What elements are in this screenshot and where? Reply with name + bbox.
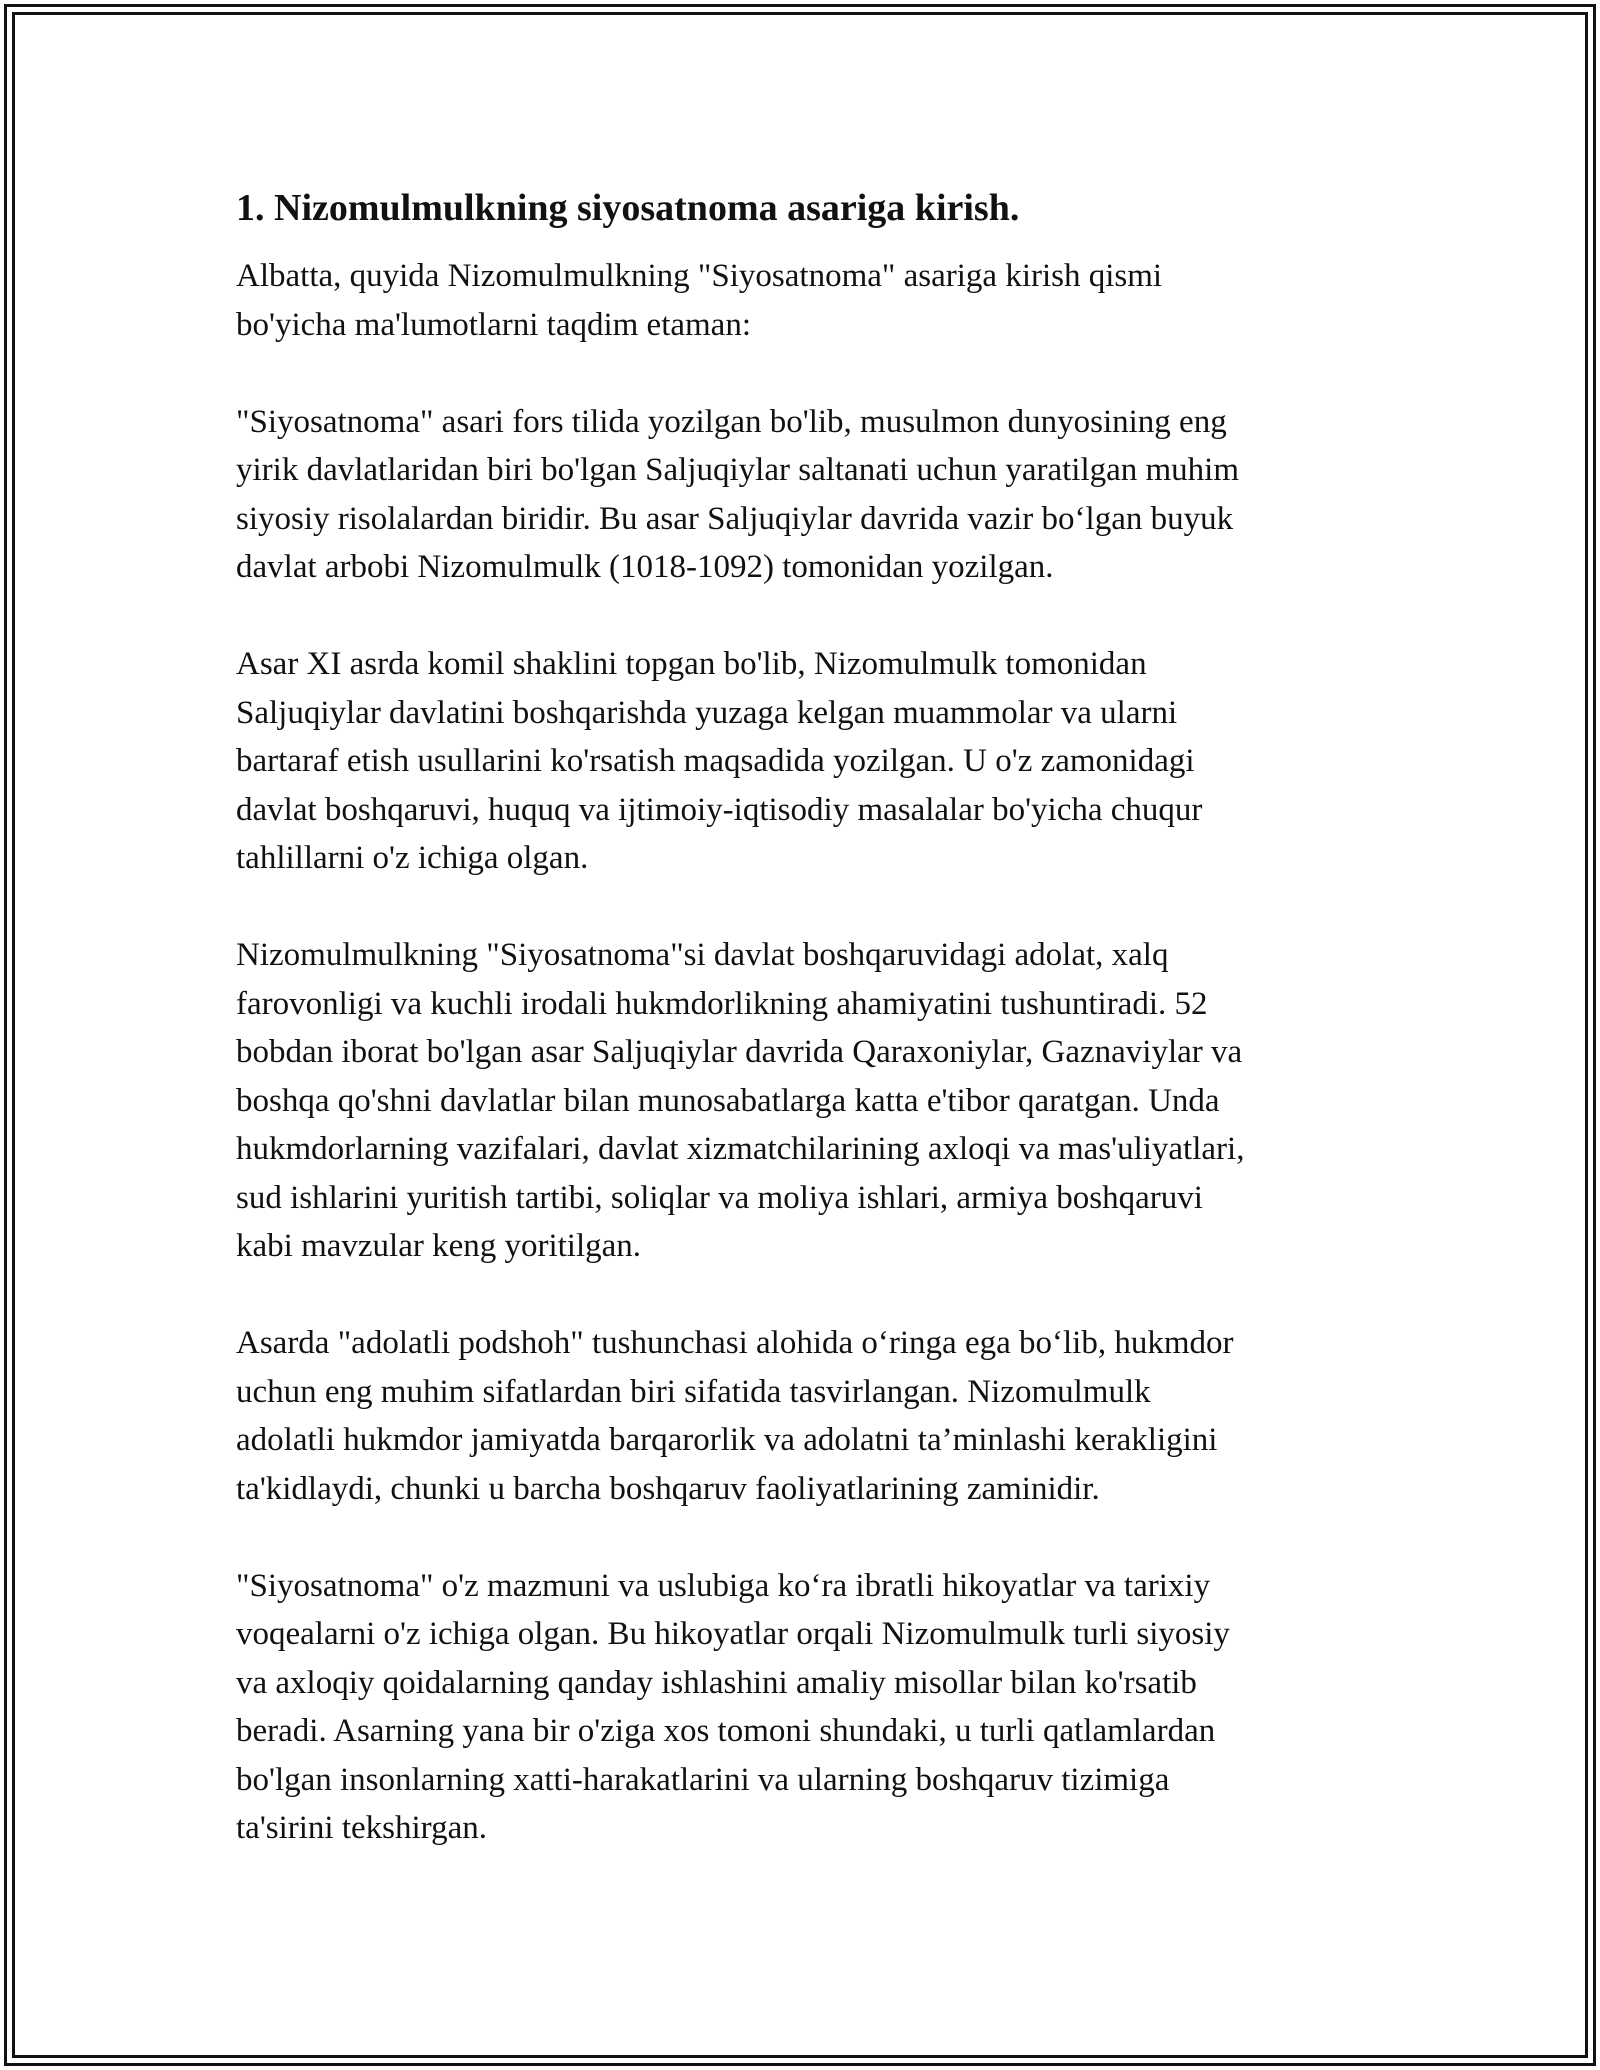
paragraph-line: uchun eng muhim sifatlardan biri sifatida tasvirlangan. Nizomulmulk [236,1373,1151,1410]
document-title: 1. Nizomulmulkning siyosatnoma asariga kirish. [236,187,1020,229]
paragraph-line: sud ishlarini yuritish tartibi, soliqlar va moliya ishlari, armiya boshqaruvi [236,1179,1203,1216]
paragraph-line: Asarda "adolatli podshoh" tushunchasi alohida o‘ringa ega bo‘lib, hukmdor [236,1325,1234,1361]
paragraph-line: bo'yicha ma'lumotlarni taqdim etaman: [236,306,751,343]
document-body [236,184,1366,1901]
paragraph-line: ta'kidlaydi, chunki u barcha boshqaruv faoliyatlarining zaminidir. [236,1470,1100,1507]
paragraph-line: Saljuqiylar davlatini boshqarishda yuzaga kelgan muammolar va ularni [236,694,1178,731]
paragraph-line: siyosiy risolalardan biridir. Bu asar Saljuqiylar davrida vazir bo‘lgan buyuk [236,500,1234,537]
paragraph-line: adolatli hukmdor jamiyatda barqarorlik va adolatni ta’minlashi kerakligini [236,1422,1218,1458]
paragraph-line: voqealarni o'z ichiga olgan. Bu hikoyatlar orqali Nizomulmulk turli siyosiy [236,1616,1230,1652]
paragraph-just-ruler [236,1319,1366,1513]
paragraph-line: va axloqiy qoidalarning qanday ishlashini amaliy misollar bilan ko'rsatib [236,1664,1197,1701]
paragraph-line: ta'sirini tekshirgan. [236,1810,487,1846]
paragraph-line: davlat arbobi Nizomulmulk (1018-1092) tomonidan yozilgan. [236,549,1054,585]
paragraph-line: "Siyosatnoma" asari fors tilida yozilgan bo'lib, musulmon dunyosining eng [236,403,1227,440]
paragraph-line: Albatta, quyida Nizomulmulkning "Siyosatnoma" asariga kirish qismi [236,258,1163,294]
paragraph-line: kabi mavzular keng yoritilgan. [236,1228,642,1264]
paragraph-line: boshqa qo'shni davlatlar bilan munosabatlarga katta e'tibor qaratgan. Unda [236,1082,1220,1119]
paragraph-intro [236,252,1366,349]
paragraph-purpose [236,640,1366,883]
paragraph-content [236,931,1366,1271]
paragraph-origin [236,398,1366,592]
paragraph-line: farovonligi va kuchli irodali hukmdorlikning ahamiyatini tushuntiradi. 52 [236,985,1208,1022]
paragraph-line: tahlillarni o'z ichiga olgan. [236,840,589,876]
paragraph-line: bartaraf etish usullarini ko'rsatish maqsadida yozilgan. U o'z zamonidagi [236,743,1195,779]
paragraph-line: bo'lgan insonlarning xatti-harakatlarini va ularning boshqaruv tizimiga [236,1761,1170,1798]
paragraph-line: davlat boshqaruvi, huquq va ijtimoiy-iqtisodiy masalalar bo'yicha chuqur [236,791,1203,828]
paragraph-line: bobdan iborat bo'lgan asar Saljuqiylar davrida Qaraxoniylar, Gaznaviylar va [236,1034,1243,1070]
paragraph-line: yirik davlatlaridan biri bo'lgan Saljuqiylar saltanati uchun yaratilgan muhim [236,452,1240,488]
paragraph-line: hukmdorlarning vazifalari, davlat xizmatchilarining axloqi va mas'uliyatlari, [236,1131,1245,1167]
paragraph-line: Nizomulmulkning "Siyosatnoma"si davlat boshqaruvidagi adolat, xalq [236,937,1169,973]
paragraph-line: Asar XI asrda komil shaklini topgan bo'lib, Nizomulmulk tomonidan [236,646,1147,682]
paragraph-line: "Siyosatnoma" o'z mazmuni va uslubiga ko‘ra ibratli hikoyatlar va tarixiy [236,1567,1211,1604]
paragraph-line: beradi. Asarning yana bir o'ziga xos tomoni shundaki, u turli qatlamlardan [236,1713,1216,1749]
paragraph-style [236,1562,1366,1853]
